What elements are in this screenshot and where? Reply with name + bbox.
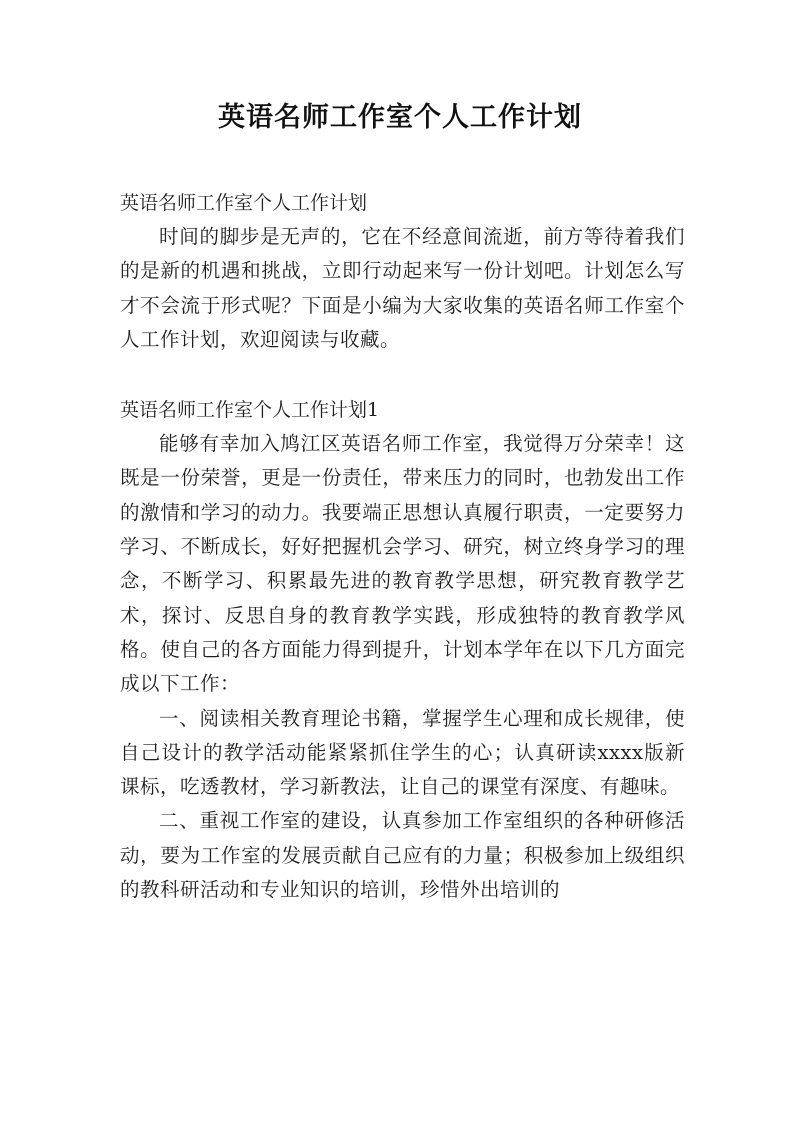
section-spacer [120,357,685,393]
body-paragraph: 一、阅读相关教育理论书籍，掌握学生心理和成长规律，使自己设计的教学活动能紧紧抓住学生的心；认真研读xxxx版新课标，吃透教材，学习新教法，让自己的课堂有深度、有趣味。 [120,706,685,799]
intro-paragraph: 时间的脚步是无声的，它在不经意间流逝，前方等待着我们的是新的机遇和挑战，立即行动起来写一份计划吧。计划怎么写才不会流于形式呢？下面是小编为大家收集的英语名师工作室个人工作计划，欢迎阅读与收藏。 [120,225,685,351]
body-paragraph: 能够有幸加入鸠江区英语名师工作室，我觉得万分荣幸！这既是一份荣誉，更是一份责任，带来压力的同时，也勃发出工作的激情和学习的动力。我要端正思想认真履行职责，一定要努力学习、不断成长，好好把握机会学习、研究，树立终身学习的理念，不断学习、积累最先进的教育教学思想，研究教育教学艺术，探讨、反思自身的教育教学实践，形成独特的教育教学风格。使自己的各方面能力得到提升，计划本学年在以下几方面完成以下工作： [120,432,685,696]
section-heading: 英语名师工作室个人工作计划1 [120,399,380,422]
intro-heading: 英语名师工作室个人工作计划 [120,192,368,214]
document-body [120,186,685,907]
body-paragraph: 二、重视工作室的建设，认真参加工作室组织的各种研修活动，要为工作室的发展贡献自己应有的力量；积极参加上级组织的教科研活动和专业知识的培训，珍惜外出培训的 [120,809,685,902]
document-title: 英语名师工作室个人工作计划 [218,102,582,133]
